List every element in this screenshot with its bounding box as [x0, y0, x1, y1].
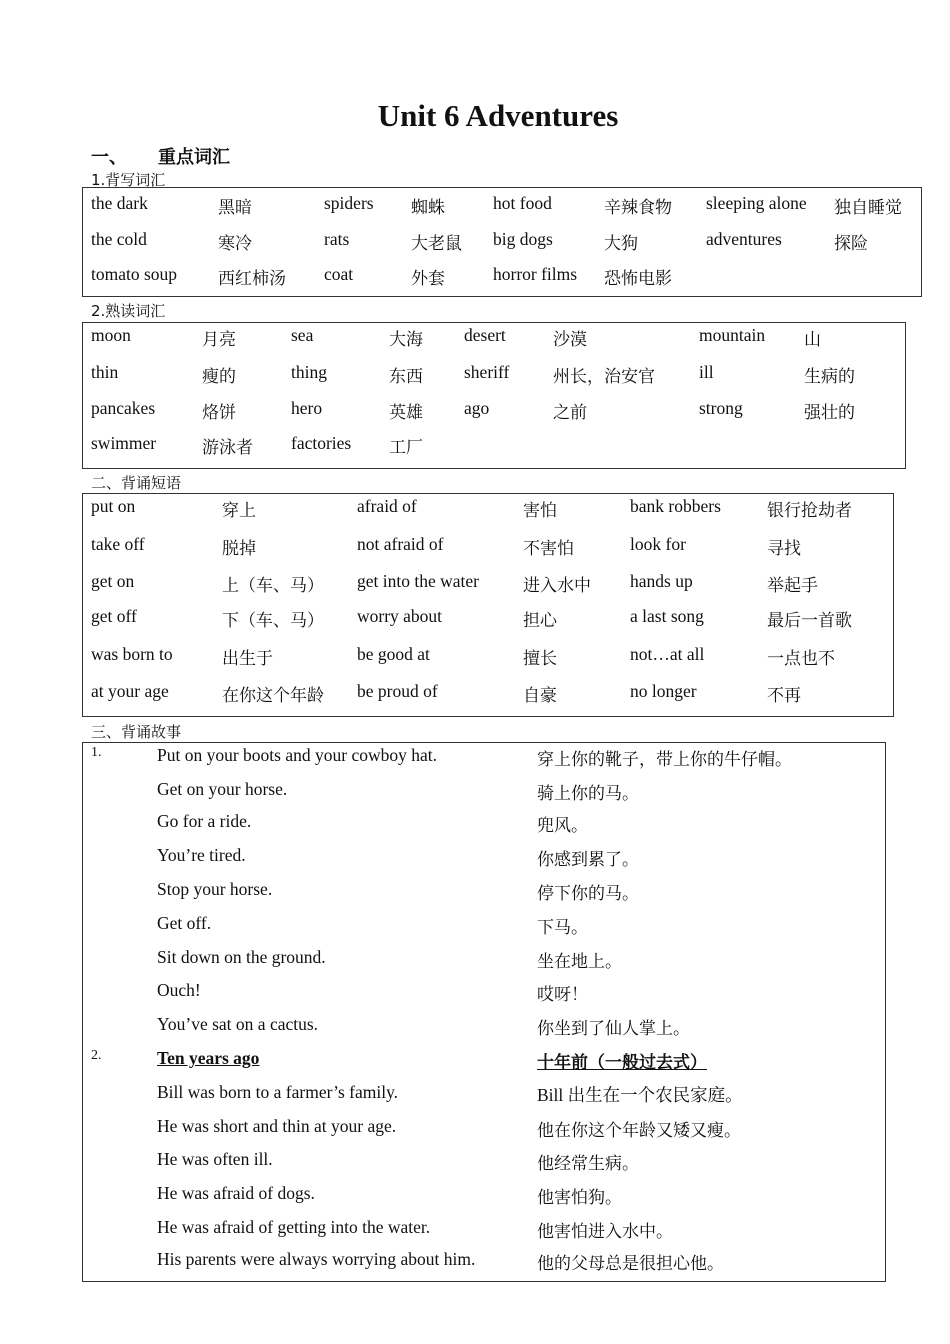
story-number: 2.	[91, 1048, 102, 1063]
vocab-read-cell: swimmer	[91, 433, 157, 453]
vocab-read-cell: 瘦的	[202, 367, 236, 387]
vocab-write-cell: 探险	[834, 234, 868, 254]
phrase-cell: be good at	[357, 644, 430, 664]
vocab-write-cell: 黑暗	[218, 198, 252, 218]
phrases-label: 二、背诵短语	[91, 474, 182, 492]
story-heading-en: Ten years ago	[157, 1048, 260, 1068]
story-line-zh: 他在你这个年龄又矮又瘦。	[537, 1121, 741, 1141]
phrase-cell: be proud of	[357, 681, 438, 701]
phrase-cell: 出生于	[222, 649, 273, 669]
story-line-zh: 骑上你的马。	[537, 784, 639, 804]
vocab-read-cell: 强壮的	[804, 403, 855, 423]
phrase-cell: a last song	[630, 606, 704, 626]
story-line-zh: Bill 出生在一个农民家庭。	[537, 1085, 743, 1105]
vocab-write-label: 1.背写词汇	[91, 171, 166, 189]
story-line-zh: 穿上你的靴子，带上你的牛仔帽。	[537, 750, 792, 770]
vocab-write-cell: adventures	[706, 229, 782, 249]
vocab-write-cell: spiders	[324, 193, 374, 213]
vocab-read-cell: 游泳者	[202, 438, 253, 458]
vocab-write-cell: 外套	[411, 269, 445, 289]
vocab-read-cell: 工厂	[389, 438, 423, 458]
phrase-cell: 自豪	[523, 686, 557, 706]
vocab-read-cell: sheriff	[464, 362, 510, 382]
phrase-cell: 最后一首歌	[767, 611, 852, 631]
vocab-read-cell: 月亮	[202, 330, 236, 350]
story-line-zh: 他经常生病。	[537, 1154, 639, 1174]
section-title: 重点词汇	[158, 147, 230, 168]
vocab-read-cell: thin	[91, 362, 119, 382]
phrase-cell: 脱掉	[222, 539, 256, 559]
phrase-cell: get into the water	[357, 571, 479, 591]
vocab-write-cell: 恐怖电影	[604, 269, 672, 289]
vocab-write-cell: sleeping alone	[706, 193, 807, 213]
vocab-read-cell: 东西	[389, 367, 423, 387]
vocab-read-cell: ill	[699, 362, 714, 382]
vocab-read-cell: sea	[291, 325, 314, 345]
vocab-write-cell: 大老鼠	[411, 234, 462, 254]
vocab-read-cell: strong	[699, 398, 743, 418]
phrase-cell: 上（车、马）	[222, 576, 324, 596]
vocab-read-label: 2.熟读词汇	[91, 302, 166, 320]
vocab-write-cell: rats	[324, 229, 350, 249]
phrase-cell: 害怕	[523, 501, 557, 521]
vocab-write-cell: 蜘蛛	[411, 198, 445, 218]
vocab-write-cell: tomato soup	[91, 264, 178, 284]
story-line-en: He was short and thin at your age.	[157, 1116, 397, 1136]
story-line-zh: 兜风。	[537, 816, 588, 836]
phrase-cell: 擅长	[523, 649, 557, 669]
phrase-cell: not…at all	[630, 644, 705, 664]
story-line-en: He was afraid of getting into the water.	[157, 1217, 431, 1237]
phrase-cell: afraid of	[357, 496, 417, 516]
phrase-cell: take off	[91, 534, 145, 554]
story-line-zh: 停下你的马。	[537, 884, 639, 904]
phrase-cell: no longer	[630, 681, 697, 701]
vocab-write-cell: 辛辣食物	[604, 198, 672, 218]
story-number: 1.	[91, 745, 102, 760]
story-line-zh: 你感到累了。	[537, 850, 639, 870]
phrase-cell: not afraid of	[357, 534, 444, 554]
story-line-zh: 坐在地上。	[537, 952, 622, 972]
phrase-cell: get on	[91, 571, 135, 591]
vocab-write-cell: 大狗	[604, 234, 638, 254]
story-line-en: Put on your boots and your cowboy hat.	[157, 745, 437, 765]
vocab-write-cell: hot food	[493, 193, 552, 213]
vocab-read-cell: pancakes	[91, 398, 156, 418]
vocab-read-cell: 生病的	[804, 367, 855, 387]
story-line-en: Go for a ride.	[157, 811, 252, 831]
vocab-write-cell: horror films	[493, 264, 578, 284]
story-line-zh: 他的父母总是很担心他。	[537, 1254, 724, 1274]
story-line-en: You’ve sat on a cactus.	[157, 1014, 319, 1034]
phrase-cell: at your age	[91, 681, 169, 701]
phrase-cell: hands up	[630, 571, 693, 591]
phrase-cell: 举起手	[767, 576, 818, 596]
story-line-en: Sit down on the ground.	[157, 947, 326, 967]
story-line-zh: 哎呀！	[537, 985, 588, 1005]
vocab-write-cell: 寒冷	[218, 234, 252, 254]
story-heading-zh: 十年前（一般过去式）	[537, 1053, 707, 1073]
story-line-en: Bill was born to a farmer’s family.	[157, 1082, 399, 1102]
vocab-read-cell: 沙漠	[553, 330, 587, 350]
vocab-write-cell: the dark	[91, 193, 148, 213]
vocab-read-cell: mountain	[699, 325, 766, 345]
phrase-cell: 银行抢劫者	[767, 501, 852, 521]
phrase-cell: 下（车、马）	[222, 611, 324, 631]
page-title: Unit 6 Adventures	[377, 98, 619, 133]
phrase-cell: 在你这个年龄	[222, 686, 324, 706]
phrase-cell: put on	[91, 496, 136, 516]
vocab-read-cell: 之前	[553, 403, 587, 423]
vocab-read-cell: 英雄	[389, 403, 423, 423]
phrase-cell: look for	[630, 534, 686, 554]
story-line-zh: 他害怕进入水中。	[537, 1222, 673, 1242]
vocab-read-cell: desert	[464, 325, 506, 345]
section-number: 一、	[91, 147, 127, 168]
phrase-cell: get off	[91, 606, 137, 626]
phrase-cell: worry about	[357, 606, 443, 626]
story-line-en: Ouch!	[157, 980, 201, 1000]
vocab-read-cell: 州长，治安官	[553, 367, 655, 387]
story-line-zh: 你坐到了仙人掌上。	[537, 1019, 690, 1039]
phrase-cell: was born to	[91, 644, 173, 664]
phrase-cell: 担心	[523, 611, 557, 631]
story-line-en: His parents were always worrying about him.	[157, 1249, 476, 1269]
story-line-en: He was often ill.	[157, 1149, 273, 1169]
vocab-read-cell: 大海	[389, 330, 423, 350]
phrase-cell: 寻找	[767, 539, 801, 559]
vocab-read-cell: thing	[291, 362, 327, 382]
phrase-cell: 不再	[767, 686, 801, 706]
story-label: 三、背诵故事	[91, 723, 182, 741]
vocab-read-cell: factories	[291, 433, 352, 453]
phrase-cell: 进入水中	[523, 576, 591, 596]
phrase-cell: bank robbers	[630, 496, 721, 516]
story-line-en: You’re tired.	[157, 845, 246, 865]
story-line-en: Get on your horse.	[157, 779, 288, 799]
phrase-cell: 穿上	[222, 501, 256, 521]
vocab-read-cell: 山	[804, 330, 821, 350]
vocab-write-cell: the cold	[91, 229, 147, 249]
story-line-en: Stop your horse.	[157, 879, 273, 899]
story-line-zh: 他害怕狗。	[537, 1188, 622, 1208]
section-heading	[91, 143, 230, 169]
phrase-cell: 不害怕	[523, 539, 574, 559]
vocab-read-cell: ago	[464, 398, 490, 418]
phrase-cell: 一点也不	[767, 649, 835, 669]
vocab-write-cell: big dogs	[493, 229, 553, 249]
vocab-write-cell: 独自睡觉	[834, 198, 902, 218]
story-line-en: Get off.	[157, 913, 212, 933]
vocab-read-cell: hero	[291, 398, 323, 418]
vocab-read-cell: moon	[91, 325, 131, 345]
vocab-write-cell: coat	[324, 264, 354, 284]
story-line-en: He was afraid of dogs.	[157, 1183, 315, 1203]
vocab-write-cell: 西红柿汤	[218, 269, 286, 289]
vocab-read-cell: 烙饼	[202, 403, 236, 423]
story-line-zh: 下马。	[537, 918, 588, 938]
